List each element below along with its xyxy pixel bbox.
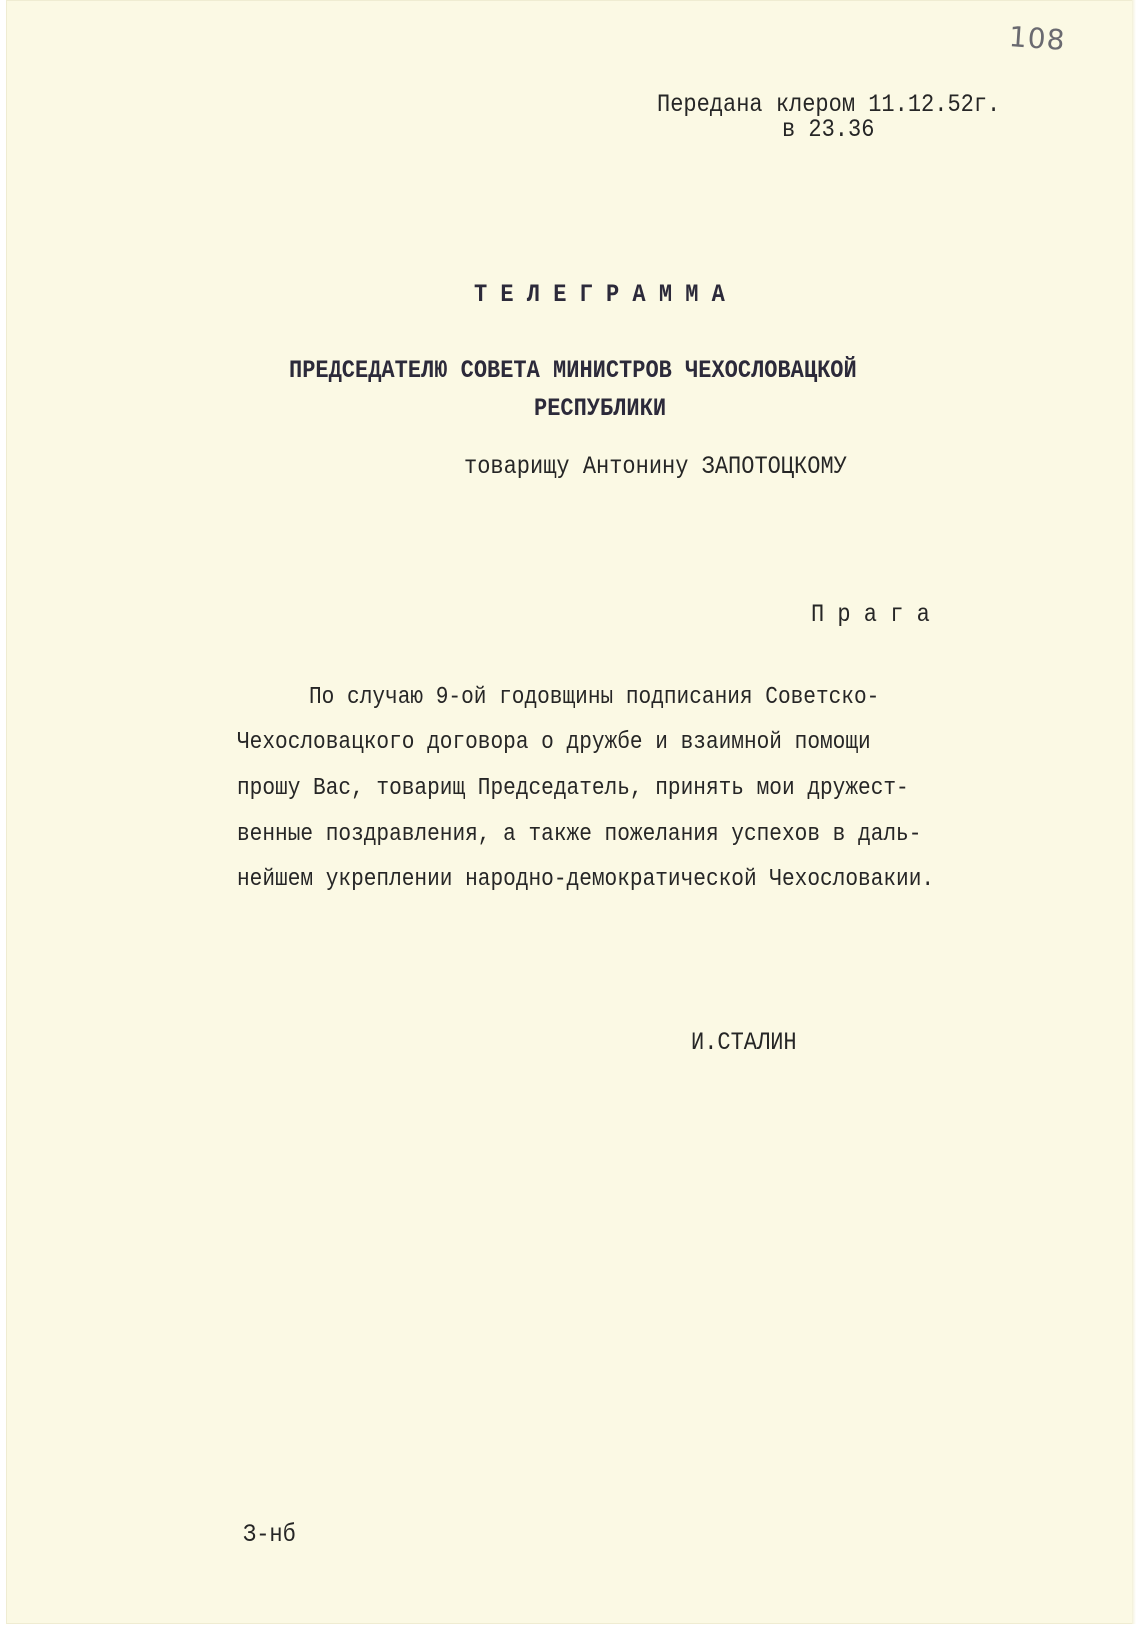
- body-line: венные поздравления, а также пожелания успехов в даль-: [237, 821, 922, 848]
- transmission-note-date: Передана клером 11.12.52г.: [657, 90, 1001, 119]
- body-line: нейшем укреплении народно-демократической Чехословакии.: [237, 866, 935, 893]
- signature: И.СТАЛИН: [691, 1028, 797, 1057]
- addressee-name: товарищу Антонину ЗАПОТОЦКОМУ: [464, 452, 847, 481]
- folio-number: 108: [1007, 20, 1067, 57]
- body-line: прошу Вас, товарищ Председатель, принять мои дружест-: [237, 775, 909, 802]
- page-edge: [1132, 0, 1136, 1624]
- destination-city: П р а г а: [811, 600, 930, 629]
- addressee-title-line2: РЕСПУБЛИКИ: [534, 394, 667, 423]
- body-line: Чехословацкого договора о дружбе и взаимной помощи: [237, 729, 871, 756]
- transmission-note-time: в 23.36: [782, 115, 875, 144]
- body-line: По случаю 9-ой годовщины подписания Советско-: [309, 684, 880, 711]
- reference-code: З-нб: [243, 1520, 296, 1549]
- addressee-title-line1: ПРЕДСЕДАТЕЛЮ СОВЕТА МИНИСТРОВ ЧЕХОСЛОВАЦКОЙ: [289, 356, 857, 385]
- paper-sheet: [6, 0, 1134, 1624]
- document-title: Т Е Л Е Г Р А М М А: [474, 280, 725, 309]
